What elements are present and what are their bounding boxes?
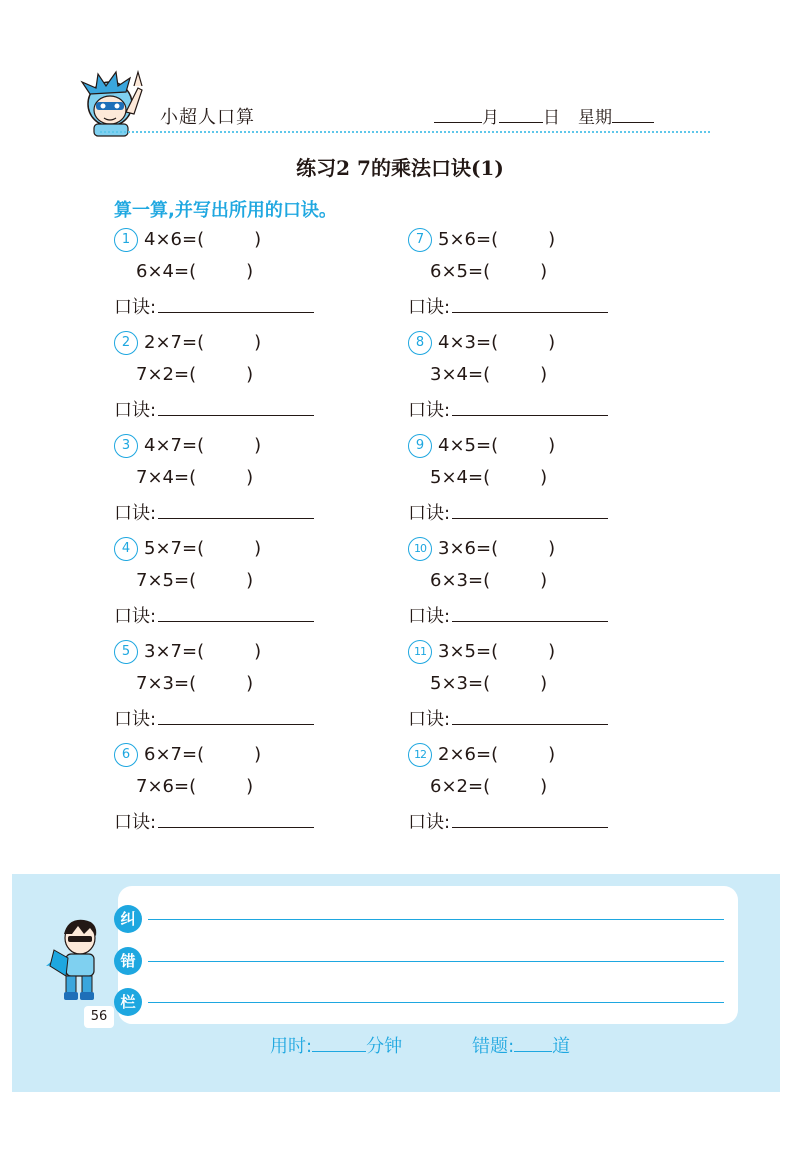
koujue-row: [114, 811, 314, 835]
koujue-blank[interactable]: [158, 296, 314, 313]
footer-stats: [270, 1032, 570, 1058]
page-number: 56: [84, 1006, 114, 1028]
koujue-label: 口诀:: [408, 297, 451, 318]
problem-number: 2: [114, 331, 138, 355]
equation: 6×3=: [430, 570, 484, 591]
time-label: 用时:: [270, 1036, 313, 1057]
equation: 7×6=: [136, 776, 190, 797]
equation-row-1: [408, 331, 555, 355]
equation: 5×4=: [430, 467, 484, 488]
answer-blank[interactable]: ( ): [197, 744, 262, 765]
time-unit: 分钟: [366, 1036, 403, 1057]
answer-blank[interactable]: ( ): [483, 364, 548, 385]
equation-row-2: [136, 672, 253, 696]
equation: 5×7=: [144, 538, 198, 559]
koujue-label: 口诀:: [408, 812, 451, 833]
answer-blank[interactable]: ( ): [491, 538, 556, 559]
errors-label: 错题:: [472, 1036, 515, 1057]
problem-number: 12: [408, 743, 432, 767]
equation: 3×4=: [430, 364, 484, 385]
koujue-label: 口诀:: [114, 812, 157, 833]
errors-unit: 道: [552, 1036, 571, 1057]
equation-row-1: [408, 743, 555, 767]
koujue-row: [408, 811, 608, 835]
date-fields: [434, 103, 654, 128]
equation: 5×3=: [430, 673, 484, 694]
equation-row-2: [136, 260, 253, 284]
problem-number: 10: [408, 537, 432, 561]
koujue-blank[interactable]: [452, 811, 608, 828]
equation-row-1: [408, 640, 555, 664]
answer-blank[interactable]: ( ): [197, 538, 262, 559]
equation-row-1: [114, 640, 261, 664]
month-blank[interactable]: [434, 106, 482, 123]
koujue-label: 口诀:: [408, 400, 451, 421]
correction-line: [148, 961, 724, 962]
equation-row-1: [114, 434, 261, 458]
page-title: 练习2 7的乘法口诀(1): [296, 156, 504, 180]
correction-char-lan: 栏: [114, 988, 142, 1016]
answer-blank[interactable]: ( ): [189, 467, 254, 488]
answer-blank[interactable]: ( ): [491, 744, 556, 765]
problem-number: 6: [114, 743, 138, 767]
equation: 4×6=: [144, 229, 198, 250]
koujue-row: [408, 399, 608, 423]
day-blank[interactable]: [499, 106, 543, 123]
correction-char-cuo: 错: [114, 947, 142, 975]
problem-number: 7: [408, 228, 432, 252]
koujue-blank[interactable]: [452, 708, 608, 725]
equation: 7×2=: [136, 364, 190, 385]
problem-number: 9: [408, 434, 432, 458]
answer-blank[interactable]: ( ): [189, 673, 254, 694]
correction-char-jiu: 纠: [114, 905, 142, 933]
problem-number: 8: [408, 331, 432, 355]
problem-number: 4: [114, 537, 138, 561]
equation: 6×7=: [144, 744, 198, 765]
equation-row-1: [114, 743, 261, 767]
correction-writing-area[interactable]: [118, 886, 738, 1024]
answer-blank[interactable]: ( ): [197, 332, 262, 353]
answer-blank[interactable]: ( ): [189, 261, 254, 282]
mascot-hero-image: [44, 916, 114, 1002]
equation-row-2: [430, 775, 547, 799]
problem-number: 5: [114, 640, 138, 664]
koujue-blank[interactable]: [158, 605, 314, 622]
koujue-row: [114, 502, 314, 526]
equation-row-1: [114, 537, 261, 561]
equation: 6×4=: [136, 261, 190, 282]
day-label: 日: [543, 108, 560, 128]
koujue-row: [408, 708, 608, 732]
equation: 7×4=: [136, 467, 190, 488]
equation-row-2: [136, 363, 253, 387]
koujue-blank[interactable]: [452, 502, 608, 519]
equation: 3×6=: [438, 538, 492, 559]
month-label: 月: [482, 108, 499, 128]
equation: 6×5=: [430, 261, 484, 282]
week-label: 星期: [578, 108, 612, 128]
equation: 7×3=: [136, 673, 190, 694]
answer-blank[interactable]: ( ): [197, 641, 262, 662]
equation-row-1: [114, 331, 261, 355]
koujue-row: [114, 605, 314, 629]
answer-blank[interactable]: ( ): [491, 641, 556, 662]
answer-blank[interactable]: ( ): [491, 435, 556, 456]
time-blank[interactable]: [312, 1035, 366, 1052]
answer-blank[interactable]: ( ): [483, 776, 548, 797]
header-divider: [100, 131, 710, 133]
answer-blank[interactable]: ( ): [491, 229, 556, 250]
equation: 4×7=: [144, 435, 198, 456]
equation: 7×5=: [136, 570, 190, 591]
equation: 5×6=: [438, 229, 492, 250]
problem-number: 11: [408, 640, 432, 664]
koujue-blank[interactable]: [158, 811, 314, 828]
equation: 6×2=: [430, 776, 484, 797]
koujue-blank[interactable]: [452, 605, 608, 622]
equation-row-1: [408, 228, 555, 252]
equation: 4×5=: [438, 435, 492, 456]
answer-blank[interactable]: ( ): [483, 261, 548, 282]
equation-row-1: [408, 434, 555, 458]
equation-row-2: [430, 260, 547, 284]
equation: 3×7=: [144, 641, 198, 662]
koujue-blank[interactable]: [452, 296, 608, 313]
koujue-label: 口诀:: [114, 297, 157, 318]
answer-blank[interactable]: ( ): [483, 570, 548, 591]
correction-line: [148, 919, 724, 920]
equation-row-1: [408, 537, 555, 561]
koujue-row: [114, 296, 314, 320]
problem-number: 3: [114, 434, 138, 458]
equation-row-2: [430, 363, 547, 387]
answer-blank[interactable]: ( ): [189, 570, 254, 591]
koujue-label: 口诀:: [114, 709, 157, 730]
answer-blank[interactable]: ( ): [189, 364, 254, 385]
koujue-label: 口诀:: [114, 606, 157, 627]
answer-blank[interactable]: ( ): [197, 229, 262, 250]
koujue-row: [408, 296, 608, 320]
equation: 4×3=: [438, 332, 492, 353]
equation-row-2: [430, 672, 547, 696]
week-blank[interactable]: [612, 106, 654, 123]
brand-name: 小超人口算: [160, 107, 255, 128]
equation: 2×6=: [438, 744, 492, 765]
problem-number: 1: [114, 228, 138, 252]
equation: 3×5=: [438, 641, 492, 662]
koujue-row: [114, 708, 314, 732]
equation-row-2: [430, 569, 547, 593]
instruction: 算一算,并写出所用的口诀。: [114, 200, 337, 221]
koujue-blank[interactable]: [158, 708, 314, 725]
equation-row-2: [136, 775, 253, 799]
equation-row-2: [430, 466, 547, 490]
koujue-row: [408, 605, 608, 629]
answer-blank[interactable]: ( ): [483, 467, 548, 488]
koujue-label: 口诀:: [408, 709, 451, 730]
koujue-blank[interactable]: [158, 502, 314, 519]
koujue-label: 口诀:: [114, 400, 157, 421]
koujue-blank[interactable]: [158, 399, 314, 416]
koujue-row: [114, 399, 314, 423]
equation-row-2: [136, 569, 253, 593]
koujue-label: 口诀:: [408, 606, 451, 627]
answer-blank[interactable]: ( ): [189, 776, 254, 797]
equation-row-2: [136, 466, 253, 490]
answer-blank[interactable]: ( ): [483, 673, 548, 694]
mascot-logo-image: [78, 68, 158, 140]
answer-blank[interactable]: ( ): [491, 332, 556, 353]
koujue-blank[interactable]: [452, 399, 608, 416]
koujue-label: 口诀:: [114, 503, 157, 524]
koujue-label: 口诀:: [408, 503, 451, 524]
correction-line: [148, 1002, 724, 1003]
equation-row-1: [114, 228, 261, 252]
errors-blank[interactable]: [514, 1035, 552, 1052]
answer-blank[interactable]: ( ): [197, 435, 262, 456]
equation: 2×7=: [144, 332, 198, 353]
koujue-row: [408, 502, 608, 526]
